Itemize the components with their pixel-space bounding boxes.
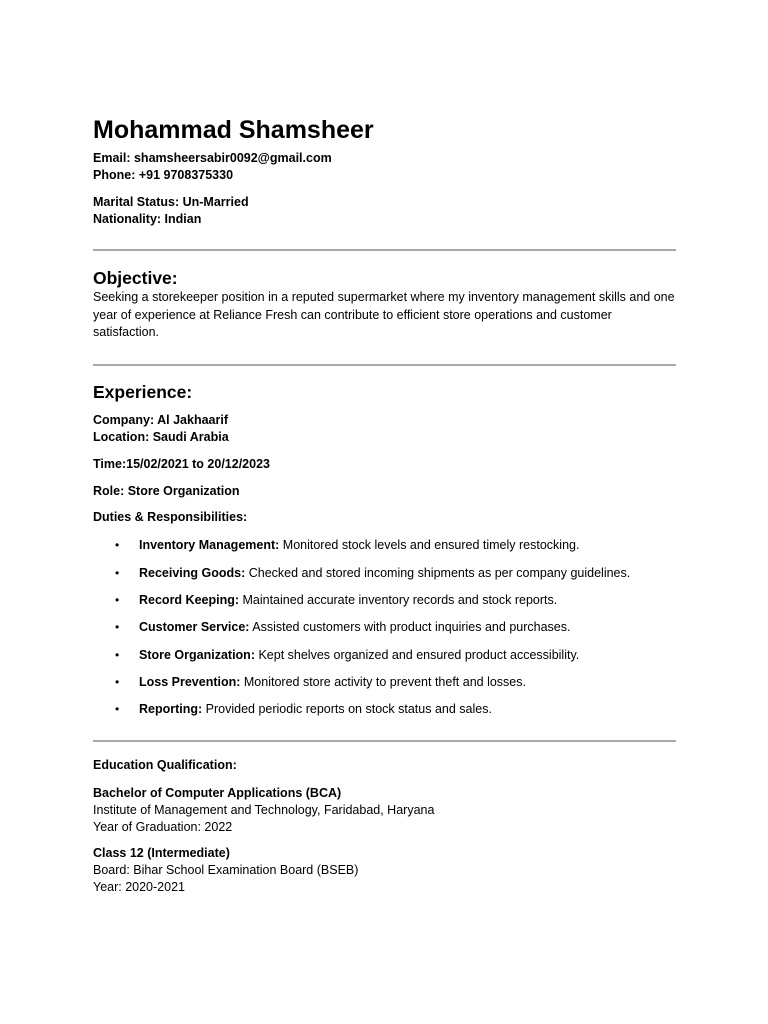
list-item [93,592,676,609]
duty-label: Inventory Management: [139,538,280,553]
degree-class12-board: Board: Bihar School Examination Board (BSEB) [93,862,359,877]
company-line: Company: Al Jakhaarif [93,413,228,428]
bullet-icon: • [115,675,120,690]
bullet-icon: • [115,647,120,662]
list-item [93,701,676,718]
list-item [93,674,676,691]
role-line: Role: Store Organization [93,484,240,499]
degree-bca-name: Bachelor of Computer Applications (BCA) [93,785,342,800]
resume-header [93,114,676,228]
duty-text: Assisted customers with product inquiries and purchases. [249,620,571,635]
list-item [93,565,676,582]
duty-text: Kept shelves organized and ensured product accessibility. [254,647,580,662]
bullet-icon: • [115,538,120,553]
objective-text: Seeking a storekeeper position in a reputed supermarket where my inventory management skills and one year of experience at Reliance Fresh can contribute to efficient store operations and customer satisfaction. [93,290,675,340]
duties-list [93,537,676,718]
list-item [93,647,676,664]
marital-status-line: Marital Status: Un-Married [93,195,249,209]
degree-class12-year: Year: 2020-2021 [93,879,185,894]
objective-title: Objective: [93,268,178,288]
education-section [93,757,676,896]
phone-line: Phone: +91 9708375330 [93,168,234,182]
duties-heading: Duties & Responsibilities: [93,510,248,525]
duty-label: Reporting: [139,702,203,717]
duty-label: Record Keeping: [139,592,240,607]
duty-label: Customer Service: [139,620,250,635]
degree-class12-name: Class 12 (Intermediate) [93,845,230,860]
duty-text: Monitored stock levels and ensured timely restocking. [279,538,580,553]
duty-label: Loss Prevention: [139,675,241,690]
location-line: Location: Saudi Arabia [93,430,229,445]
bullet-icon: • [115,592,120,607]
duty-text: Maintained accurate inventory records and stock reports. [239,592,558,607]
experience-section [93,381,676,718]
list-item [93,537,676,554]
duty-label: Store Organization: [139,647,255,662]
list-item [93,619,676,636]
degree-bca-year: Year of Graduation: 2022 [93,819,233,834]
bullet-icon: • [115,620,120,635]
time-line: Time:15/02/2021 to 20/12/2023 [93,457,270,472]
degree-bca-institute: Institute of Management and Technology, Faridabad, Haryana [93,802,435,817]
duty-text: Monitored store activity to prevent theft and losses. [240,675,526,690]
candidate-name: Mohammad Shamsheer [93,116,374,144]
bullet-icon: • [115,565,120,580]
duty-label: Receiving Goods: [139,565,246,580]
duty-text: Provided periodic reports on stock status and sales. [202,702,492,717]
email-line: Email: shamsheersabir0092@gmail.com [93,151,332,165]
objective-section [93,267,676,342]
nationality-line: Nationality: Indian [93,212,202,226]
bullet-icon: • [115,702,120,717]
experience-title: Experience: [93,382,193,403]
duty-text: Checked and stored incoming shipments as per company guidelines. [245,565,631,580]
education-title: Education Qualification: [93,757,237,772]
